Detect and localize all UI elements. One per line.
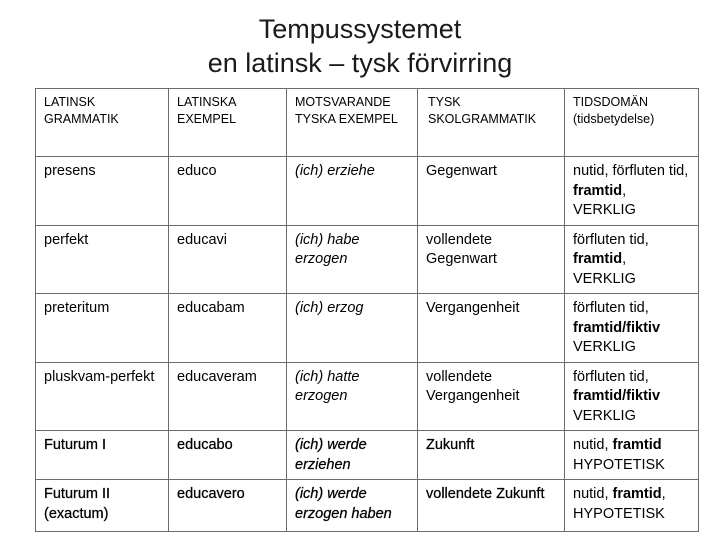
domain-plain: nutid, — [573, 486, 613, 502]
cell-latin-grammar: pluskvam-perfekt — [36, 362, 169, 431]
domain-reality: VERKLIG — [573, 407, 636, 424]
cell-time-domain — [565, 480, 699, 532]
cell-time-domain — [565, 294, 699, 363]
domain-reality: HYPOTETISK — [573, 456, 665, 473]
header-german-grammar: TYSK SKOLGRAMMATIK — [418, 89, 565, 157]
cell-latin-example: educavero — [169, 480, 287, 532]
table-header-row — [36, 89, 699, 157]
cell-latin-example: educabam — [169, 294, 287, 363]
domain-reality: VERKLIG — [573, 270, 636, 287]
cell-german-grammar: Vergangenheit — [418, 294, 565, 363]
domain-bold: framtid — [612, 437, 662, 453]
tense-table — [35, 88, 699, 532]
cell-german-example: (ich) habe erzogen — [287, 225, 418, 294]
domain-bold: framtid/fiktiv — [573, 319, 661, 336]
header-time-domain: TIDSDOMÄN (tidsbetydelse) — [565, 89, 699, 157]
table-row — [36, 362, 699, 431]
domain-plain: nutid, — [573, 437, 613, 453]
cell-latin-example: educaveram — [169, 362, 287, 431]
domain-reality: HYPOTETISK — [573, 505, 665, 522]
table-row — [36, 294, 699, 363]
cell-german-grammar: vollendete Zukunft — [418, 480, 565, 532]
table-row — [36, 431, 699, 480]
cell-latin-example: educabo — [169, 431, 287, 480]
domain-reality: VERKLIG — [573, 202, 636, 218]
cell-german-example: (ich) werde erzogen haben — [287, 480, 418, 532]
cell-latin-example: educavi — [169, 225, 287, 294]
cell-time-domain — [565, 431, 699, 480]
cell-german-grammar: Gegenwart — [418, 157, 565, 226]
table-row — [36, 157, 699, 226]
header-latin-grammar: LATINSK GRAMMATIK — [36, 89, 169, 157]
cell-german-example: (ich) hatte erzogen — [287, 362, 418, 431]
domain-bold: framtid/fiktiv — [573, 388, 661, 404]
table-row — [36, 225, 699, 294]
title-line-1: Tempussystemet — [258, 14, 462, 44]
domain-bold: framtid — [573, 182, 623, 199]
cell-time-domain — [565, 362, 699, 431]
cell-latin-grammar: perfekt — [36, 225, 169, 294]
domain-plain: nutid, förfluten tid, — [573, 163, 689, 179]
domain-bold: framtid — [573, 251, 623, 267]
header-latin-example: LATINSKA EXEMPEL — [169, 89, 287, 157]
page-title — [0, 12, 720, 80]
domain-sep: , — [622, 251, 627, 267]
cell-german-example: (ich) erzog — [287, 294, 418, 363]
title-line-2: en latinsk – tysk förvirring — [207, 48, 513, 78]
domain-sep: , — [622, 182, 627, 199]
cell-time-domain — [565, 225, 699, 294]
header-german-example: MOTSVARANDE TYSKA EXEMPEL — [287, 89, 418, 157]
domain-plain: förfluten tid, — [573, 300, 649, 316]
cell-time-domain — [565, 157, 699, 226]
cell-german-grammar: Zukunft — [418, 431, 565, 480]
domain-plain: förfluten tid, — [573, 231, 649, 248]
domain-sep: , — [661, 486, 666, 502]
cell-latin-example: educo — [169, 157, 287, 226]
domain-plain: förfluten tid, — [573, 368, 649, 385]
cell-german-example: (ich) erziehe — [287, 157, 418, 226]
cell-latin-grammar: Futurum II (exactum) — [36, 480, 169, 532]
cell-latin-grammar: preteritum — [36, 294, 169, 363]
domain-reality: VERKLIG — [573, 339, 636, 355]
domain-bold: framtid — [612, 486, 662, 502]
cell-german-example: (ich) werde erziehen — [287, 431, 418, 480]
cell-german-grammar: vollendete Vergangenheit — [418, 362, 565, 431]
cell-latin-grammar: Futurum I — [36, 431, 169, 480]
cell-german-grammar: vollendete Gegenwart — [418, 225, 565, 294]
cell-latin-grammar: presens — [36, 157, 169, 226]
table-row — [36, 480, 699, 532]
